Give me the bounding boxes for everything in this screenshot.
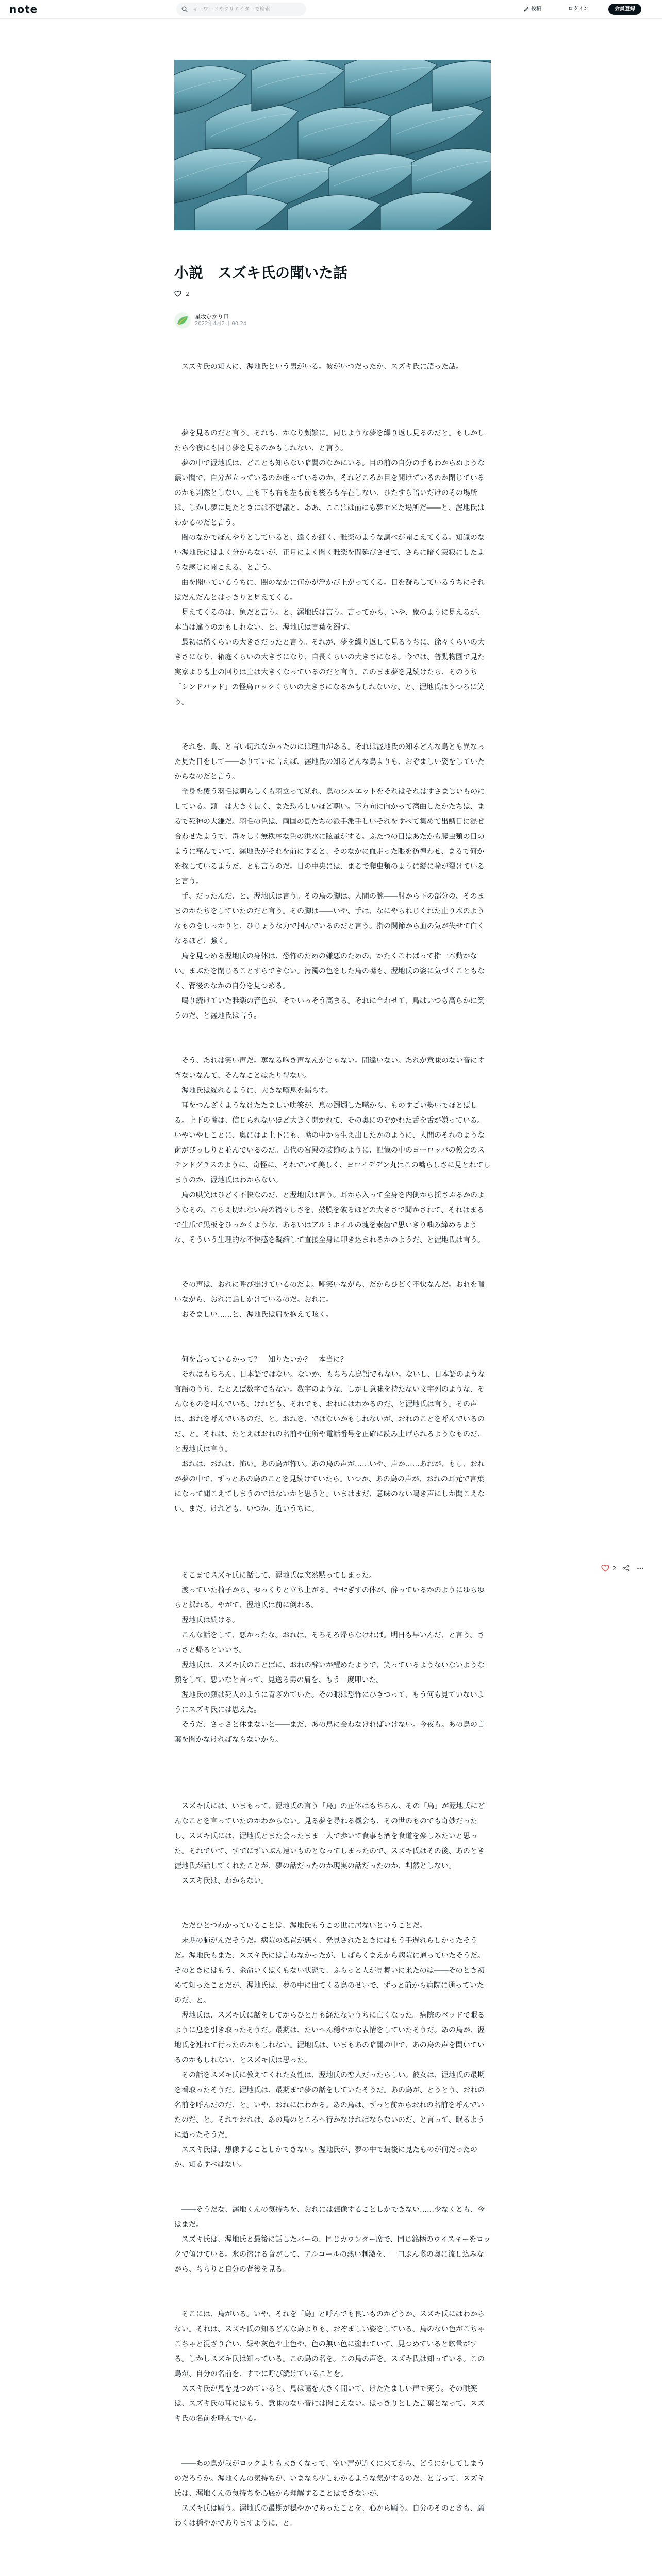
paragraph-group [174, 1352, 491, 1517]
article-paragraph: こんな話をして、悪かったな。おれは、そろそろ帰らなければ。明日も早いんだ、と言う。さっさと帰るといいさ。 [174, 1631, 485, 1654]
paragraph-spacer [174, 710, 491, 740]
paragraph-group [174, 426, 491, 710]
paragraph-group [174, 1919, 491, 2173]
article-paragraph: そう、あれは笑い声だ。奪なる咆き声なんかじゃない。間違いない。あれが意味のない音にすぎないなんて、そんなことはあり得ない。 [174, 1057, 485, 1080]
note-logo[interactable]: note [9, 3, 38, 15]
post-date: 2022年4月2日 00:24 [195, 321, 247, 327]
article-paragraph: 手、だったんだ、と、渥地氏は言う。その鳥の脚は、人間の腕――肘から下の部分の、そのままのかたちをしていたのだと言う。その脚は――いや、手は、なにやらねじくれた止り木のようなものをしっかりと、ひじょうな力で掴んでいるのだと言う。指の関節から血の気が失せて白くなるほど、強く。 [174, 892, 485, 945]
article-paragraph: そうだ、さっさと休まないと――まだ、あの鳥に会わなければいけない。今夜も。あの鳥の言葉を聞かなければならないから。 [174, 1721, 485, 1744]
article-paragraph: 何を言っているかって？ 知りたいか？ 本当に？ [174, 1355, 347, 1364]
paragraph-spacer [174, 1248, 491, 1278]
article-paragraph: スズキ氏が鳥を見つめていると、鳥は嘴を大きく開いて、けたたましい声で笑う。その哄笑は、スズキ氏の耳にはもう、意味のない音には聞こえない。はっきりとした言葉となって、スズキ氏の名前を呼んでいる。 [174, 2385, 485, 2423]
signup-button[interactable]: 会員登録 [608, 4, 641, 15]
article-paragraph: そこまでスズキ氏に話して、渥地氏は突然黙ってしまった。 [174, 1571, 376, 1580]
heart-icon[interactable] [174, 290, 181, 297]
article-paragraph: 曲を聞いているうちに、闇のなかに何かが浮かび上がってくる。目を凝らしているうちにそれはだんだんとはっきりと見えてくる。 [174, 579, 485, 602]
article-title: 小説 スズキ氏の聞いた話 [174, 264, 348, 281]
paragraph-spacer [174, 1323, 491, 1352]
paragraph-spacer [174, 2427, 491, 2456]
paragraph-group [174, 1278, 491, 1323]
paragraph-group [174, 2307, 491, 2427]
paragraph-group [174, 1054, 491, 1248]
article-paragraph: 鳥の哄笑はひどく不快なのだ、と渥地氏は言う。耳から入って全身を内側から揺さぶるかのようなその、こらえ切れない鳥の禍々しさを、鼓膜を破るほどの大きさで聞かされて、それはまるで生爪で黒板をひっかくような、あるいはアルミホイルの塊を素歯で思いきり噛み締めるような、そういう生理的な不快感を凝縮して直接全身に叩き込まれるかのようだ、と渥地氏は言う。 [174, 1191, 485, 1244]
more-options-icon[interactable] [637, 1565, 644, 1572]
article-paragraph: 鳥を見つめる渥地氏の身体は、恐怖のための嫌悪のための、かたくこわばって指一本動かない。まぶたを閉じることすらできない。汚濁の色をした鳥の嘴も、渥地氏の姿に気づくこともなく、背後のなかの自分を見つめる。 [174, 952, 485, 990]
article-paragraph: スズキ氏には、いまもって、渥地氏の言う「鳥」の正体はもちろん、その「鳥」が渥地氏にどんなことを言っていたのかわからない。見る夢を尋ねる機会も、その世のものでも奇妙だったし、スズキ氏には、渥地氏とまた会ったまま一人で歩いて食事も酒を食道を楽しみたいと思った。それでいて、すでにずいぶん遠いものとなってしまったので、スズキ氏はその後、あのとき渥地氏が話してくれたことが、夢の話だったのか現実の話だったのか、判然としない。 [174, 1802, 485, 1870]
pen-icon [524, 7, 529, 12]
article-paragraph: そこには、鳥がいる。いや、それを「鳥」と呼んでも良いものかどうか、スズキ氏にはわからない。それは、スズキ氏の知るどんな鳥よりも、おぞましい姿をしている。鳥のない色がごちゃごちゃと混ざり合い、緑や灰色や土色や、色の無い色に塗れていて、見つめていると眩暈がする。しかしスズキ氏は知っている。この鳥の名を。この鳥の声を。スズキ氏は知っている。この鳥が、自分の名前を、すでに呼び続けていることを。 [174, 2310, 485, 2378]
floating-like-count: 2 [613, 1565, 616, 1572]
article-paragraph: その話をスズキ氏に教えてくれた女性は、渥地氏の恋人だったらしい。彼女は、渥地氏の最期を看取ったそうだ。渥地氏は、最期まで夢の話をしていたそうだ。あの鳥が、とうとう、おれの名前を呼んだのだ、と。いや、おれにはわかる。あの鳥は、ずっと前からおれの名前を呼んでいたのだ、と。それでおれは、あの鳥のところへ行かなければならないのだ、と言って、眠るように逝ったそうだ。 [174, 2071, 485, 2139]
feather-illustration [174, 60, 491, 230]
floating-heart-icon[interactable] [601, 1564, 609, 1572]
author-name[interactable]: 星坂ひかり口 [195, 313, 229, 320]
avatar-leaf-icon [174, 312, 191, 329]
paragraph-spacer [174, 1889, 491, 1919]
article-paragraph: 渥地氏は繰れるように、大きな嘆息を漏らす。 [174, 1087, 333, 1095]
article-paragraph: 最初は稀くらいの大きさだったと言う。それが、夢を繰り返して見るうちに、徐々くらいの大きさになり、箱庭くらいの大きさになり、自長くらいの大きさになる。今では、普動物園で見た実家よりも上の回りは上は大きくなっているのだと言う。このまま夢を見続けたら、そのうち「シンドバッド」の怪鳥ロックくらいの大きさになるかもしれないな、と、渥地氏はうつろに笑う。 [174, 638, 485, 706]
paragraph-spacer [174, 1024, 491, 1054]
search-icon [181, 6, 188, 12]
post-label: 投稿 [531, 6, 541, 12]
article-paragraph: その声は、おれに呼び掛けているのだよ。嘲笑いながら、だからひどく不快なんだ。おれを嗤いながら、おれに話しかけているのだ。おれに。 [174, 1281, 485, 1304]
share-icon[interactable] [622, 1565, 630, 1572]
hero-feather-image [174, 60, 491, 230]
article-paragraph: 全身を覆う羽毛は朝らしくも羽立って縒れ、鳥のシルエットをそれはそれはすさまじいものにしている。頭 は大きく長く、また恐ろしいほど朝い。下方向に向かって湾曲したかたちは、まるで死神の大鎌だ。羽毛の色は、両国の島たちの派手派手しいそれをすべて集めて出鱈目に混ぜ合わせたようで、毒々しく無秩序な色の洪水に眩暈がする。ふたつの目はあたかも爬虫類の目のように窪んでいて、渥地氏がそれを前にすると、そのなかに血走った眼を彷徨わせ、まるで何かを探しているようだ、とも言うのだ。目の中央には、まるで爬虫類のように縦に瞳が裂けていると言う。 [174, 788, 485, 886]
paragraph-group [174, 360, 491, 375]
paragraph-spacer [174, 2173, 491, 2202]
paragraph-group [174, 2202, 491, 2277]
article-paragraph: スズキ氏は、渥地氏と最後に話したバーの、同じカウンター席で、同じ銘柄のウイスキーをロックで傾けている。氷の溶ける音がして、アルコールの熱い刺激を、一口ぶん喉の奥に流し込みながら、ちらりと自分の背後を見る。 [174, 2235, 491, 2274]
article-paragraph: それはもちろん、日本語ではない。ないか、もちろん鳥語でもない。ないし、日本語のような言語のうち、たとえば数字でもない。数字のような、しかし意味を持たない文字列のような、そんなものを叫んでいる。けれども、それでも、おれにはわかるのだ、と渥地氏は言う。その声は、おれを呼んでいるのだ、と。おれを、ではないかもしれないが、おれのことを呼んでいるのだ、と。それは、たとえばおれの名前や住所や電話番号を正確に読み上げられるようなものだ、と渥地氏は言う。 [174, 1370, 485, 1453]
article-paragraph: スズキ氏は願う。渥地氏の最期が穏やかであったことを、心から願う。自分のそのときも、願わくは穏やかでありますように、と。 [174, 2504, 485, 2528]
search-bar[interactable] [176, 3, 306, 16]
article-paragraph: 見えてくるのは、象だと言う。と、渥地氏は言う。言ってから、いや、象のように見えるが、本当は違うのかもしれない、と、渥地氏は言葉を濁す。 [174, 608, 485, 632]
article-paragraph: おそましい……と、渥地氏は肩を抱えて呟く。 [174, 1311, 333, 1319]
paragraph-spacer [174, 375, 491, 426]
article-paragraph: 渥地氏の顔は死人のように青ざめていた。その眼は恐怖にひきつって、もう何も見ていないようにスズキ氏には思えた。 [174, 1691, 485, 1714]
paragraph-spacer [174, 2277, 491, 2307]
author-meta [195, 313, 246, 328]
floating-action-bar [601, 1564, 644, 1572]
article-paragraph: ただひとつわかっていることは、渥地氏もうこの世に居ないということだ。 [174, 1922, 427, 1930]
paragraph-group [174, 740, 491, 1024]
article-paragraph: おれは、おれは、怖い。あの鳥が怖い。あの鳥の声が……いや、声か……あれが、もし、おれが夢の中で、ずっとあの鳥のことを見続けていたら。いつか、あの鳥の声が、おれの耳元で言葉になって聞こえてしまうのではないかと思うと。いまはまだ、意味のない鳴き声にしか聞こえない。まだ。けれども、いつか、近いうちに。 [174, 1460, 485, 1513]
like-count: 2 [186, 290, 189, 297]
login-button[interactable]: ログイン [565, 4, 592, 15]
article-paragraph: スズキ氏は、わからない。 [174, 1877, 268, 1885]
paragraph-group [174, 1799, 491, 1889]
search-input[interactable] [192, 6, 300, 13]
author-row [174, 312, 246, 329]
paragraph-spacer [174, 1748, 491, 1799]
article-paragraph: スズキ氏は、想像することしかできない。渥地氏が、夢の中で最後に見たものが何だったのか、知るすべはない。 [174, 2146, 477, 2169]
article-paragraph: 渥地氏は、スズキ氏のことばに、おれの酔いが醒めたようで、笑っているようないないような顔をして、悪いなと言って、見送る男の肩を、もう一度叩いた。 [174, 1661, 485, 1684]
paragraph-spacer [174, 1517, 491, 1568]
article-paragraph: スズキ氏の知人に、渥地氏という男がいる。彼がいつだったか、スズキ氏に語った話。 [174, 363, 463, 371]
article-paragraph: 渡っていた椅子から、ゆっくりと立ち上がる。やせぎすの体が、酔っているかのようにゆらゆらと揺れる。やがて、渥地氏は前に倒れる。 [174, 1586, 485, 1609]
article-paragraph: 耳をつんざくようなけたたましい哄笑が、鳥の濁燭した嘴から、ものすごい勢いでほとばしる。上下の嘴は、信じられないほど大きく開かれて、その奥にのぞかれた舌を舌が嫌っている。いやいやしことに、奥にはよ上下にも、嘴の中から生え出したかのように、人間のそれのような歯がびっしりと並んでいるのだ。古代の宮殿の装飾のように、記憶の中のヨーロッパの教会のステンドグラスのように、奇怪に、それでいて美しく、ヨロイデデン丸はこの嘴らしさに見とれてしまうのか、渥地氏はわからない。 [174, 1101, 491, 1184]
site-header [0, 0, 662, 19]
post-button[interactable] [521, 4, 544, 15]
article-paragraph: それを、鳥、と言い切れなかったのには理由がある。それは渥地氏の知るどんな鳥とも異なった見た目をして――ありていに言えば、渥地氏の知るどんな鳥よりも、おぞましい姿をしていたからなのだと言う。 [174, 743, 485, 781]
article-paragraph: ――あの鳥が我がロックよりも大きくなって、空い声が近くに来てから、どうにかしてしまうのだろうか。渥地くんの気持ちが、いまなら少しわかるような気がするのだ、と言って、スズキ氏は、渥地くんの気持ちを心底から理解することはできないが、 [174, 2460, 485, 2498]
article-like-row [174, 290, 189, 297]
article-paragraph: ――そうだな、渥地くんの気持ちを、おれには想像することしかできない……少なくとも、今はまだ。 [174, 2206, 485, 2229]
article-paragraph: 闇のなかでぼんやりとしていると、遠くか細く、雅楽のような調べが聞こえてくる。知識のない渥地氏にはよく分からないが、正月によく聞く雅楽を間延びさせて、さらに暗く寂寂にしたような感じに聞こえる、と言う。 [174, 534, 485, 572]
article-paragraph: 夢の中で渥地氏は、どことも知らない暗闇のなかにいる。目の前の自分の手もわからぬような濃い闇で、自分が立っているのか座っているのか、それどころか目を開けているのか閉じているのかも判然としない。上も下も右も左も前も後ろも存在しない、ひたすら暗いだけのその場所は、しかし夢に見たときには不思議と、ああ、ここはは前にも夢で来た場所だ――と、渥地氏はわかるのだと言う。 [174, 459, 485, 527]
article-paragraph: 夢を見るのだと言う。それも、かなり頻繁に。同じような夢を繰り返し見るのだと。もしかしたら今夜にも同じ夢を見るのかもしれない、と言う。 [174, 429, 485, 452]
article-paragraph: 末期の肺がんだそうだ。病院の処置が悪く、発見されたときにはもう手遅れらしかったそうだ。渥地氏もまた、スズキ氏には言わなかったが、しばらくまえから病院に通っていたそうだ。そのときにはもう、余命いくばくもない状態で、ふらっと人が見舞いに来たのは――そのとき初めて知ったことだが、渥地氏は、夢の中に出てくる鳥のせいで、ずっと前から病院に通っていたのだ、と。 [174, 1937, 485, 2005]
paragraph-group [174, 1568, 491, 1748]
article-paragraph: 渥地氏は続ける。 [174, 1616, 239, 1624]
article-paragraph: 渥地氏は、スズキ氏に話をしてからひと月も経たないうちに亡くなった。病院のベッドで眠るように息を引き取ったそうだ。最期は、たいへん穏やかな表情をしていたそうだ。あの鳥が、渥地氏を連れて行ったのかもしれない。渥地氏は、いまもあの暗闇の中で、あの鳥の声を聞いているのかもしれない、とスズキ氏は思った。 [174, 2011, 485, 2064]
article-body [174, 360, 491, 2531]
article-paragraph: 鳴り続けていた雅楽の音色が、そでいっそう高まる。それに合わせて、鳥はいつも高らかに笑うのだ、と渥地氏は言う。 [174, 997, 485, 1020]
author-avatar[interactable] [174, 312, 191, 329]
paragraph-group [174, 2456, 491, 2531]
